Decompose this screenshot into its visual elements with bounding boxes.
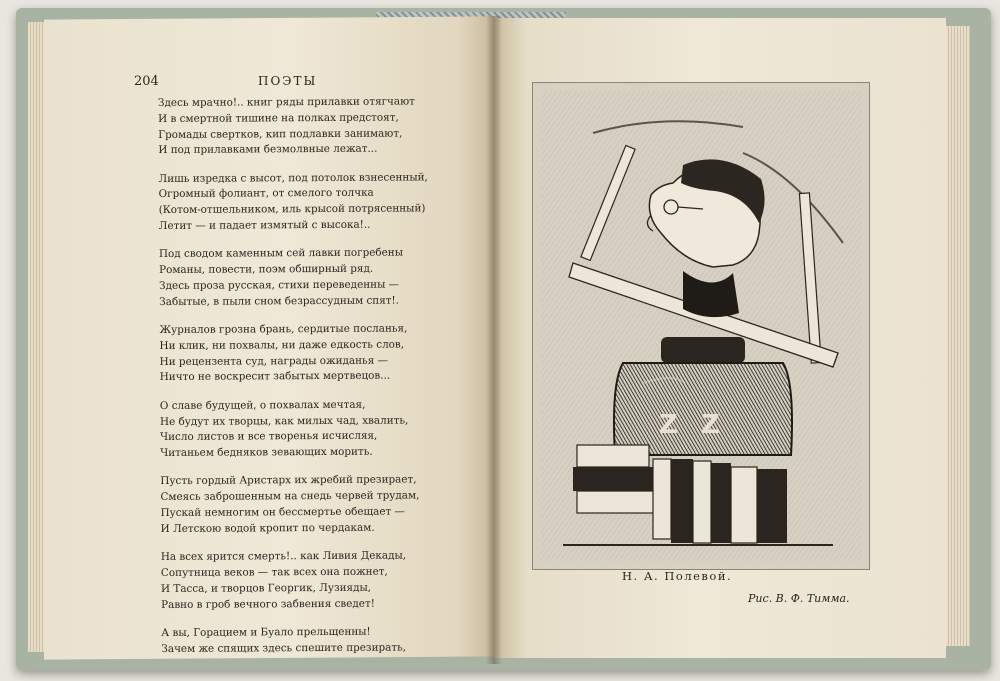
poem-line: Романы, повести, поэм обширный ряд. bbox=[159, 262, 374, 277]
book-gutter bbox=[486, 16, 502, 664]
stanza bbox=[159, 245, 479, 310]
page-number: 204 bbox=[134, 74, 159, 89]
poem-line: Ни клик, ни похвалы, ни даже едкость слов, bbox=[159, 338, 405, 352]
poem-line: Сопутница веков — так всех она пожнет, bbox=[160, 565, 388, 579]
stanza bbox=[160, 397, 480, 462]
poem-line: Летит — и падает измятый с высока!.. bbox=[158, 218, 371, 233]
poem-line: Ни рецензента суд, награды ожиданья — bbox=[159, 354, 388, 368]
poem-line: Зачем же спящих здесь спешите презирать, bbox=[161, 641, 407, 655]
poem-line: Пусть гордый Аристарх их жребий презирает, bbox=[160, 473, 417, 488]
poem-line: Здесь проза русская, стихи переведенны — bbox=[159, 278, 400, 292]
poem-text bbox=[158, 94, 481, 670]
poem-line: И под прилавками безмолвные лежат... bbox=[158, 143, 378, 157]
poem-line: А вы, Горацием и Буало прельщенны! bbox=[161, 625, 371, 639]
poem-line: О славе будущей, о похвалах мечтая, bbox=[159, 398, 366, 412]
caricature-drawing bbox=[533, 83, 869, 569]
stanza bbox=[158, 170, 478, 235]
poem-line: Читаньем бедняков зевающих морить. bbox=[160, 445, 373, 460]
poem-line: Не будут их творцы, как милых чад, хвалить, bbox=[159, 414, 409, 428]
poem-line: Лишь изредка с высот, под потолок взнесенный, bbox=[158, 171, 428, 185]
illustration-plate bbox=[532, 82, 870, 570]
poem-line: Здесь мрачно!.. книг ряды прилавки отягчают bbox=[158, 95, 415, 109]
stanza bbox=[161, 548, 481, 613]
poem-line: И Летскою водой кропит по чердакам. bbox=[160, 521, 375, 535]
poem-line: Огромный фолиант, от смелого толчка bbox=[158, 187, 374, 201]
stanza bbox=[160, 472, 480, 537]
poem-line: Пускай немногим он бессмертье обещает — bbox=[160, 505, 405, 520]
illustration-credit: Рис. В. Ф. Тимма. bbox=[748, 592, 850, 605]
poem-line: Равно в гроб вечного забвения сведет! bbox=[161, 597, 375, 611]
poem-line: Журналов грозна брань, сердитые посланья, bbox=[159, 322, 408, 337]
poem-line: Под сводом каменным сей лавки погребены bbox=[158, 246, 403, 261]
poem-line: И в смертной тишине на полках предстоят, bbox=[158, 111, 399, 125]
poem-line: Число листов и все творенья исчисляя, bbox=[160, 430, 378, 444]
inkwell-letter: Z bbox=[659, 410, 678, 440]
poem-line: Смеясь заброшенным на снедь червей трудам, bbox=[160, 489, 420, 504]
poem-line: На всех ярится смерть!.. как Ливия Декады, bbox=[160, 549, 407, 564]
running-head: ПОЭТЫ bbox=[258, 74, 318, 88]
stanza bbox=[161, 624, 481, 658]
poem-line: Ничто не воскресит забытых мертвецов... bbox=[159, 370, 391, 384]
poem-line: Громады свертков, кип подлавки занимают, bbox=[158, 127, 403, 141]
inkwell-letter: Z bbox=[701, 410, 720, 440]
stanza bbox=[158, 94, 478, 159]
stanza bbox=[159, 321, 479, 386]
poem-line: Забытые, в пыли сном безрассудным спят!. bbox=[159, 294, 400, 308]
illustration-caption: Н. А. Полевой. bbox=[622, 569, 733, 583]
poem-line: И Тасса, и творцов Георгик, Лузияды, bbox=[160, 581, 372, 595]
poem-line: (Котом-отшельником, иль крысой потрясенный) bbox=[158, 202, 426, 217]
